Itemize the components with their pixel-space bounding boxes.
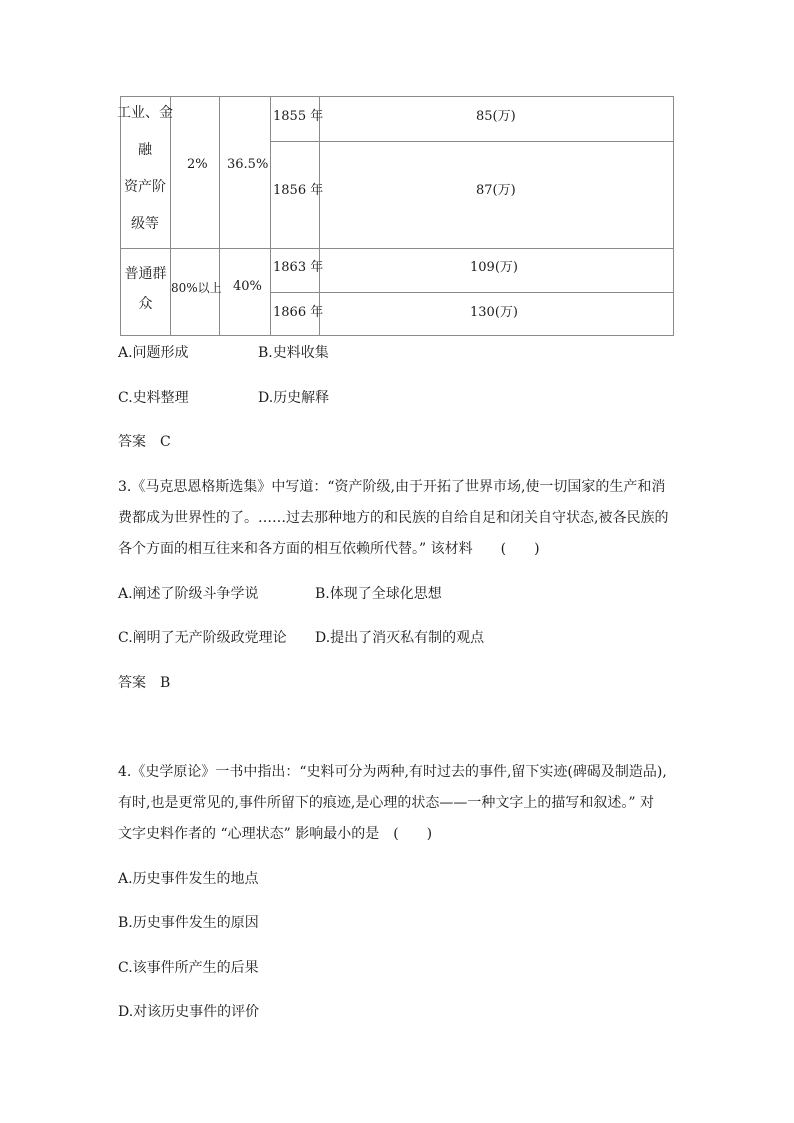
q3-option-b: B.体现了全球化思想: [315, 586, 442, 602]
table-cell-percent: 2%: [187, 157, 208, 172]
table-divider: [270, 292, 673, 293]
q3-option-d: D.提出了消灭私有制的观点: [315, 630, 485, 646]
q4-stem-line: 有时,也是更常见的,事件所留下的痕迹,是心理的状态——一种文字上的描写和叙述。” 对: [118, 795, 654, 811]
q2-option-c: C.史料整理: [118, 390, 189, 406]
category-line: 融: [138, 142, 152, 158]
q3-option-a: A.阐述了阶级斗争学说: [118, 586, 259, 602]
q2-answer: 答案 C: [118, 434, 171, 450]
table-cell-value: 85(万): [476, 109, 516, 124]
table-cell-percent: 80%以上: [171, 281, 222, 295]
table-cell-value: 87(万): [476, 183, 516, 198]
q4-option-b: B.历史事件发生的原因: [118, 915, 259, 931]
table-cell-year: 1856 年: [273, 183, 324, 198]
table-cell-percent: 40%: [233, 279, 262, 294]
table-divider: [270, 141, 673, 142]
q4-stem-line: 文字史料作者的 “心理状态” 影响最小的是 ( ): [118, 826, 433, 842]
table-cell-value: 130(万): [470, 305, 518, 320]
q3-option-c: C.阐明了无产阶级政党理论: [118, 630, 287, 646]
q4-option-a: A.历史事件发生的地点: [118, 871, 259, 887]
table-cell-year: 1866 年: [273, 305, 324, 320]
category-line: 资产阶: [124, 179, 166, 195]
table-cell-percent: 36.5%: [227, 157, 269, 172]
q2-option-b: B.史料收集: [258, 345, 329, 361]
category-line: 级等: [131, 216, 159, 232]
table-divider: [219, 97, 220, 335]
q3-stem-line: 各个方面的相互往来和各方面的相互依赖所代替。” 该材料 ( ): [118, 541, 540, 557]
table-cell-category: [117, 95, 173, 243]
category-line: 工业、金: [117, 105, 173, 121]
q2-option-a: A.问题形成: [118, 345, 189, 361]
data-table: [117, 96, 674, 336]
q3-stem-line: 费都成为世界性的了。……过去那种地方的和民族的自给自足和闭关自守状态,被各民族的: [118, 510, 669, 526]
table-cell-year: 1863 年: [273, 260, 324, 275]
q4-option-d: D.对该历史事件的评价: [118, 1004, 260, 1020]
q4-option-c: C.该事件所产生的后果: [118, 960, 259, 976]
q3-stem-line: 3.《马克思恩格斯选集》中写道：“资产阶级,由于开拓了世界市场,使一切国家的生产和消: [118, 479, 666, 495]
q3-answer: 答案 B: [118, 675, 171, 691]
table-divider: [319, 97, 320, 335]
q2-option-d: D.历史解释: [258, 390, 330, 406]
table-cell-category: [121, 259, 170, 319]
table-divider: [121, 248, 673, 249]
category-line: 普通群: [124, 266, 167, 282]
q4-stem-line: 4.《史学原论》一书中指出：“史料可分为两种,有时过去的事件,留下实迹(碑碣及制造品),: [118, 764, 667, 780]
table-cell-value: 109(万): [470, 260, 518, 275]
table-divider: [270, 97, 271, 335]
table-cell-year: 1855 年: [273, 109, 324, 124]
category-line: 众: [138, 296, 153, 312]
